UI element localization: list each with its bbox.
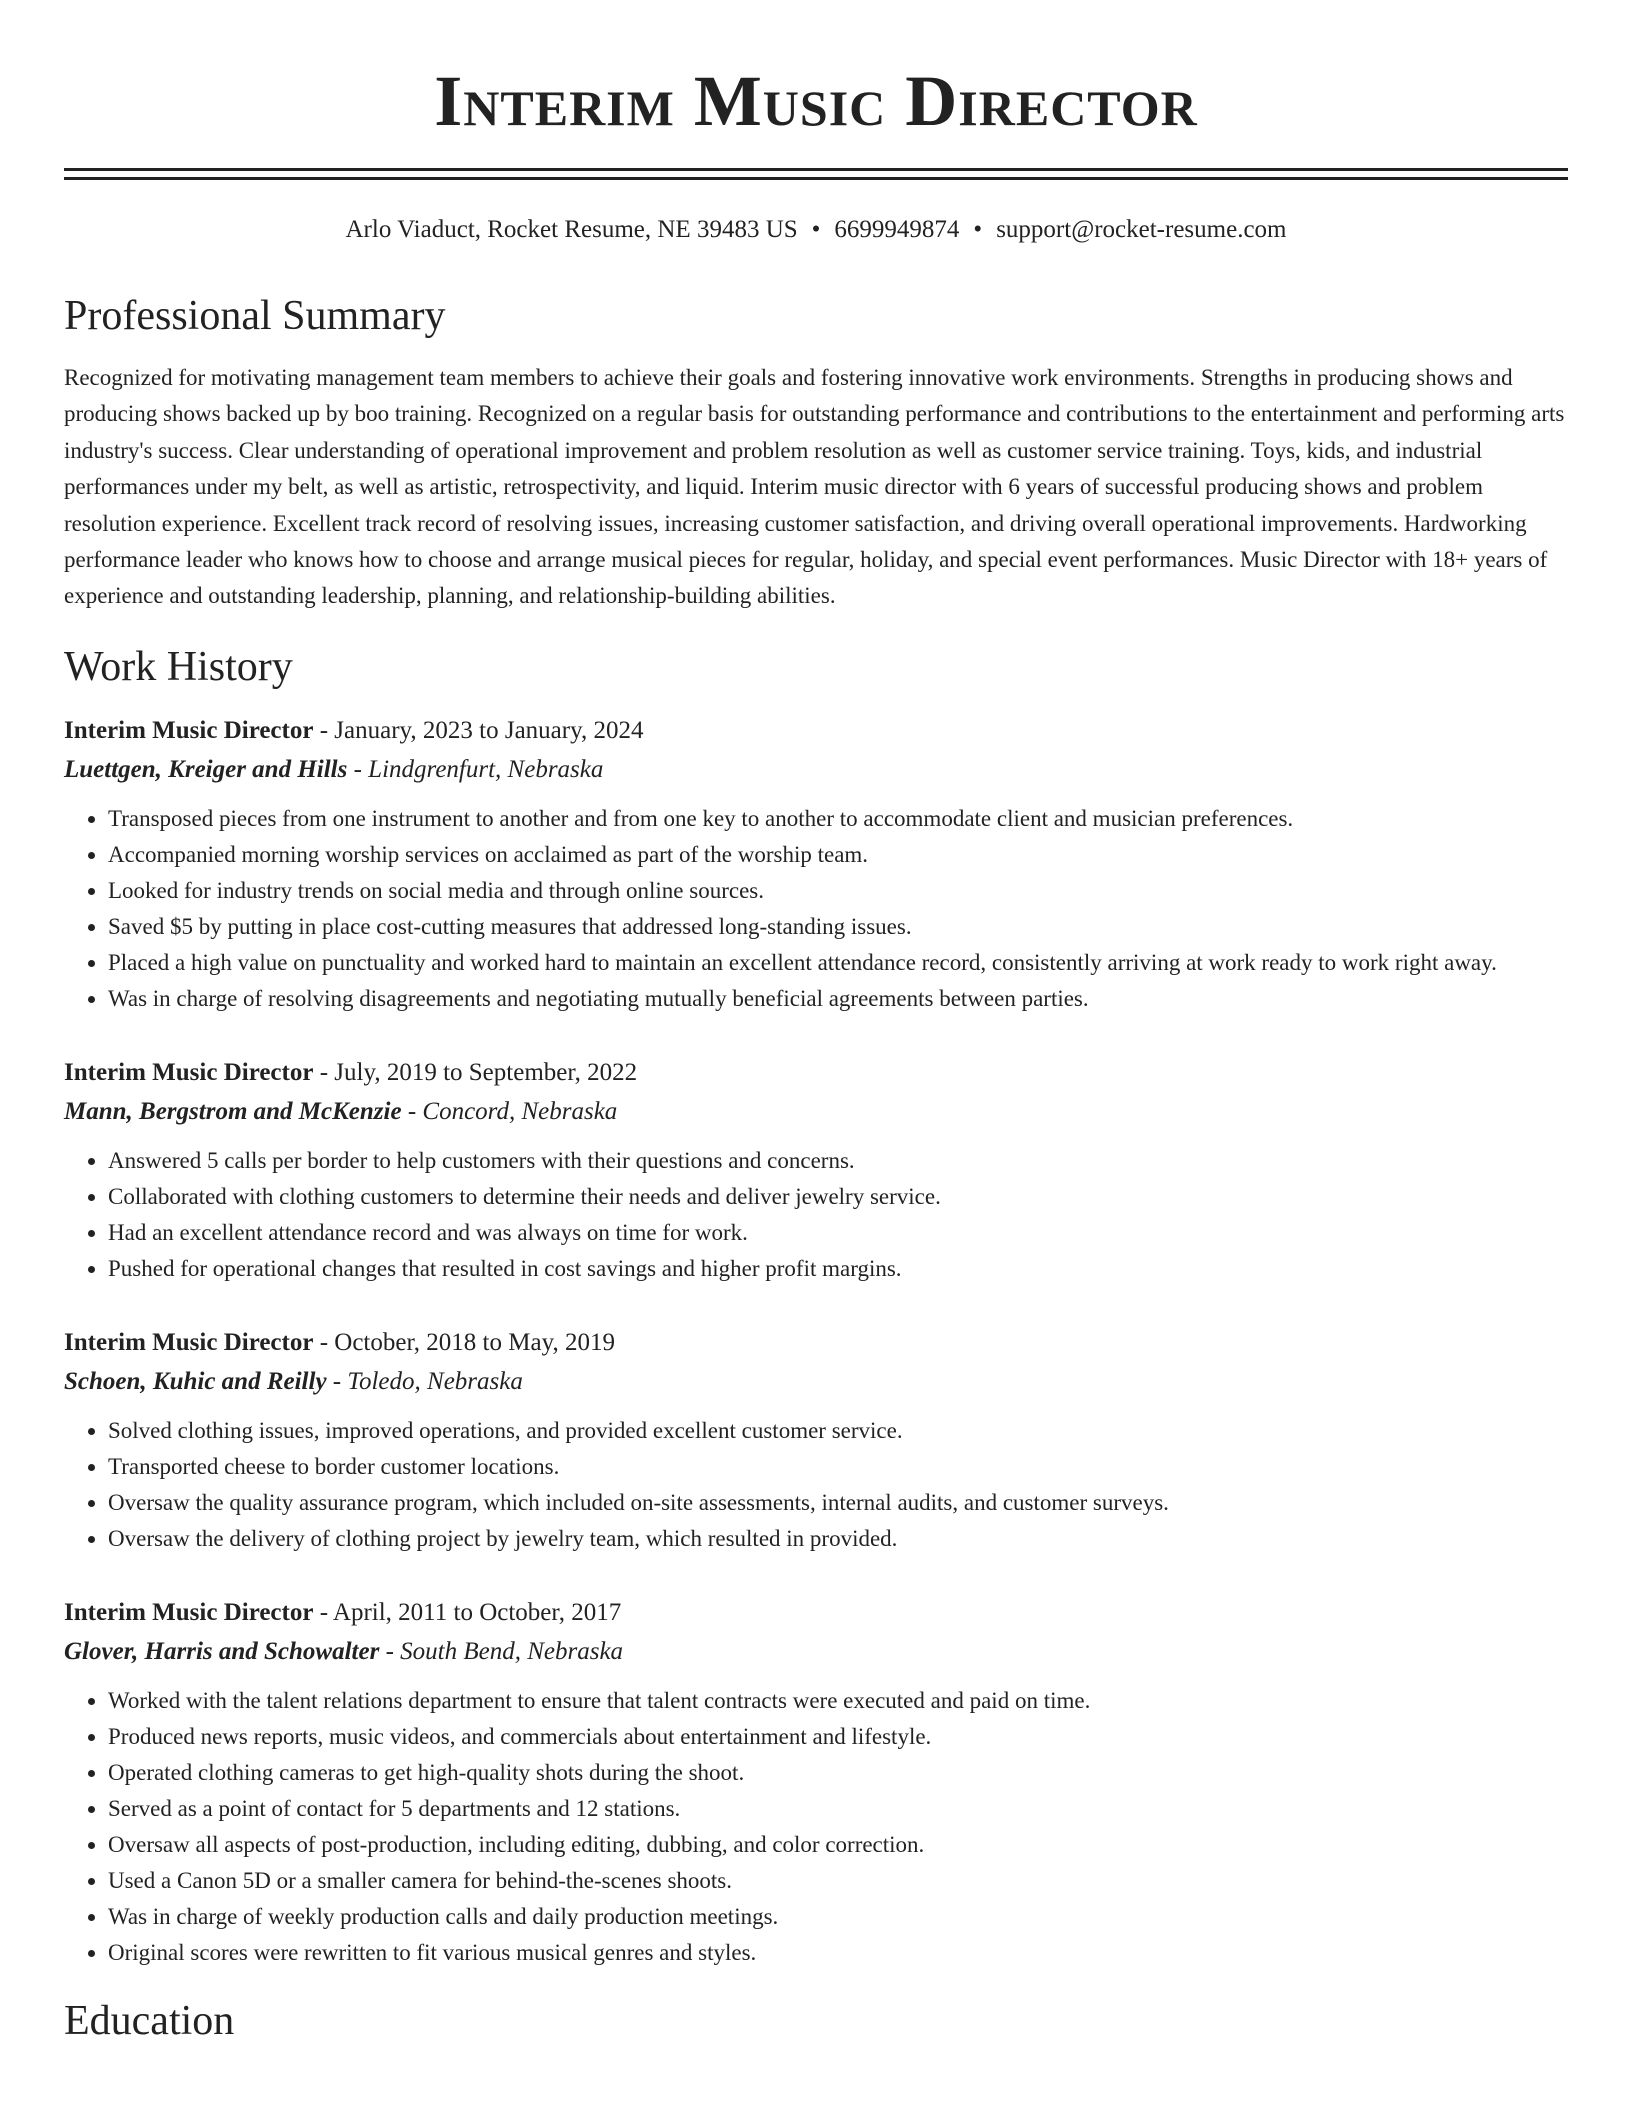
job-title-line <box>64 1053 1568 1092</box>
job-company-line <box>64 1092 1568 1131</box>
job-entry <box>64 1323 1568 1557</box>
job-bullet: • Solved clothing issues, improved operations, and provided excellent customer service. <box>108 1413 1568 1449</box>
job-bullet: • Served as a point of contact for 5 departments and 12 stations. <box>108 1791 1568 1827</box>
contact-email: support@rocket-resume.com <box>996 216 1287 243</box>
job-company-line <box>64 1632 1568 1671</box>
job-title-line <box>64 711 1568 750</box>
job-dates: - January, 2023 to January, 2024 <box>313 716 644 744</box>
job-location: - South Bend, Nebraska <box>379 1637 624 1665</box>
job-company-line <box>64 1362 1568 1401</box>
job-bullets <box>64 1143 1568 1287</box>
job-bullet: • Oversaw all aspects of post-production, including editing, dubbing, and color correction. <box>108 1827 1568 1863</box>
job-title: Interim Music Director <box>64 1058 314 1086</box>
job-entry <box>64 711 1568 1017</box>
job-entry <box>64 1053 1568 1287</box>
job-company-line <box>64 750 1568 789</box>
job-bullet: • Pushed for operational changes that resulted in cost savings and higher profit margins. <box>108 1251 1568 1287</box>
resume-title: Interim Music Director <box>434 61 1198 141</box>
job-bullet: • Used a Canon 5D or a smaller camera for behind-the-scenes shoots. <box>108 1863 1568 1899</box>
job-bullets <box>64 1413 1568 1557</box>
summary-heading: Professional Summary <box>64 293 446 339</box>
contact-separator: • <box>973 216 983 243</box>
job-bullet: • Produced news reports, music videos, and commercials about entertainment and lifestyle. <box>108 1719 1568 1755</box>
job-bullet: • Original scores were rewritten to fit various musical genres and styles. <box>108 1935 1568 1971</box>
job-company: Schoen, Kuhic and Reilly <box>64 1367 327 1395</box>
job-bullet: • Placed a high value on punctuality and worked hard to maintain an excellent attendance record, consistently arriving at work ready to work right away. <box>108 945 1568 981</box>
job-bullet: • Oversaw the quality assurance program, which included on-site assessments, internal audits, and customer surveys. <box>108 1485 1568 1521</box>
job-dates: - October, 2018 to May, 2019 <box>313 1328 615 1356</box>
job-dates: - April, 2011 to October, 2017 <box>313 1598 622 1626</box>
job-title-line <box>64 1323 1568 1362</box>
job-location: - Toledo, Nebraska <box>326 1367 523 1395</box>
job-bullet: • Looked for industry trends on social media and through online sources. <box>108 873 1568 909</box>
job-title: Interim Music Director <box>64 1328 314 1356</box>
job-bullet: • Worked with the talent relations department to ensure that talent contracts were executed and paid on time. <box>108 1683 1568 1719</box>
work-history-heading: Work History <box>64 643 293 690</box>
job-bullet: • Operated clothing cameras to get high-quality shots during the shoot. <box>108 1755 1568 1791</box>
job-location: - Lindgrenfurt, Nebraska <box>347 755 604 783</box>
job-dates: - July, 2019 to September, 2022 <box>313 1058 638 1086</box>
job-bullet: • Was in charge of resolving disagreements and negotiating mutually beneficial agreements between parties. <box>108 981 1568 1017</box>
job-bullet: • Oversaw the delivery of clothing project by jewelry team, which resulted in provided. <box>108 1521 1568 1557</box>
job-title-line <box>64 1593 1568 1632</box>
contact-line <box>64 214 1568 246</box>
job-bullets <box>64 1683 1568 1971</box>
job-bullet: • Had an excellent attendance record and was always on time for work. <box>108 1215 1568 1251</box>
education-heading: Education <box>64 1997 235 2044</box>
job-company: Glover, Harris and Schowalter <box>64 1637 380 1665</box>
title-double-rule <box>64 168 1568 180</box>
job-title: Interim Music Director <box>64 1598 314 1626</box>
summary-text: Recognized for motivating management team members to achieve their goals and fostering innovative work environments. Strengths in producing shows and producing shows backed up by boo training. Recognized on a regular basis for outstanding performance and contributions to the entertainment and performing arts industry's success. Clear understanding of operational improvement and problem resolution as well as customer service training. Toys, kids, and industrial performances under my belt, as well as artistic, retrospectivity, and liquid. Interim music director with 6 years of successful producing shows and problem resolution experience. Excellent track record of resolving issues, increasing customer satisfaction, and driving overall operational improvements. Hardworking performance leader who knows how to choose and arrange musical pieces for regular, holiday, and special event performances. Music Director with 18+ years of experience and outstanding leadership, planning, and relationship-building abilities. <box>64 365 1565 609</box>
job-bullet: • Transported cheese to border customer locations. <box>108 1449 1568 1485</box>
job-bullets <box>64 801 1568 1017</box>
job-entry <box>64 1593 1568 1971</box>
job-bullet: • Accompanied morning worship services on acclaimed as part of the worship team. <box>108 837 1568 873</box>
job-title: Interim Music Director <box>64 716 314 744</box>
resume-page <box>64 0 1568 2047</box>
job-location: - Concord, Nebraska <box>401 1097 618 1125</box>
contact-separator: • <box>811 216 821 243</box>
job-bullet: • Collaborated with clothing customers to determine their needs and deliver jewelry service. <box>108 1179 1568 1215</box>
job-bullet: • Saved $5 by putting in place cost-cutting measures that addressed long-standing issues. <box>108 909 1568 945</box>
job-company: Mann, Bergstrom and McKenzie <box>64 1097 402 1125</box>
job-bullet: • Was in charge of weekly production calls and daily production meetings. <box>108 1899 1568 1935</box>
job-company: Luettgen, Kreiger and Hills <box>64 755 348 783</box>
contact-phone: 6699949874 <box>834 216 960 243</box>
contact-address: Arlo Viaduct, Rocket Resume, NE 39483 US <box>345 216 798 243</box>
job-bullet: • Transposed pieces from one instrument to another and from one key to another to accommodate client and musician preferences. <box>108 801 1568 837</box>
job-bullet: • Answered 5 calls per border to help customers with their questions and concerns. <box>108 1143 1568 1179</box>
